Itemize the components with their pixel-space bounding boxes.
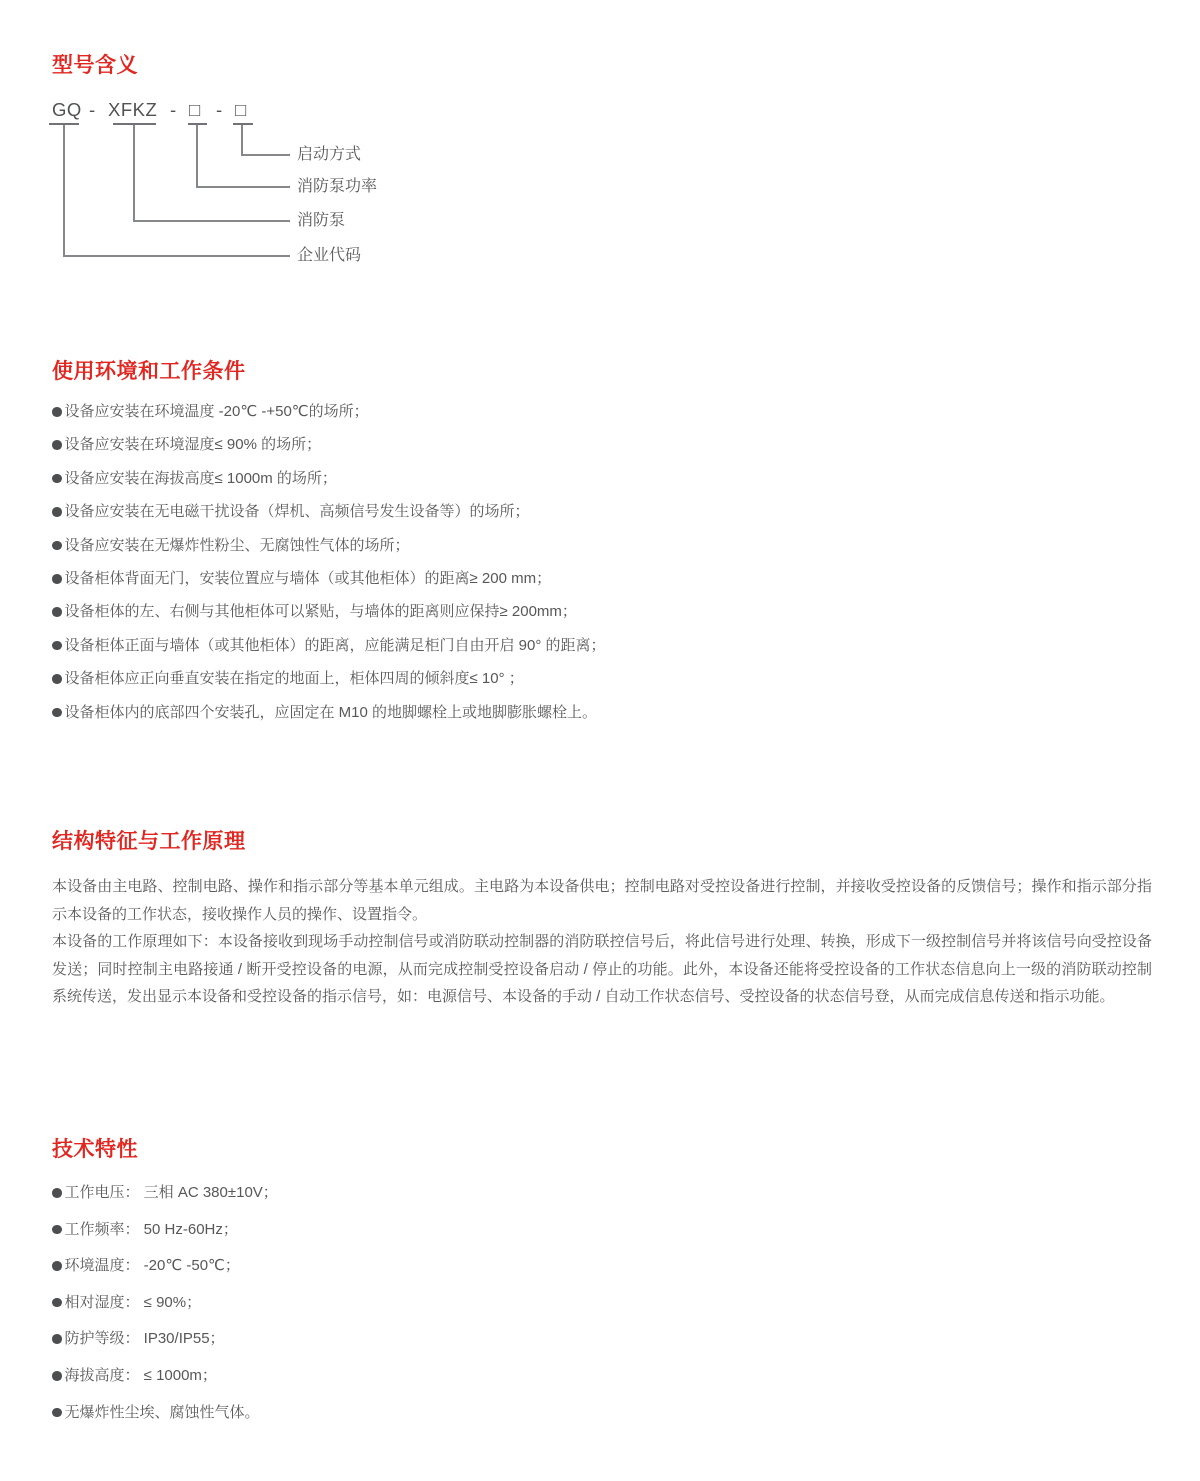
- tech-item: [52, 1295, 1152, 1311]
- condition-text: 设备应安装在海拔高度≤ 1000m 的场所；: [64, 469, 337, 487]
- condition-text: 设备柜体背面无门，安装位置应与墙体（或其他柜体）的距离≥ 200 mm；: [64, 569, 552, 587]
- bullet-icon: [52, 1334, 62, 1344]
- condition-item: [52, 638, 1152, 654]
- condition-text: 设备柜体正面与墙体（或其他柜体）的距离，应能满足柜门自由开启 90° 的距离；: [64, 636, 606, 654]
- condition-item: [52, 604, 1152, 620]
- bullet-icon: [52, 1225, 62, 1235]
- diagram-underline: [233, 123, 253, 125]
- bullet-icon: [52, 1188, 62, 1198]
- tech-item: [52, 1405, 1152, 1421]
- tech-text: 工作频率： 50 Hz-60Hz；: [64, 1220, 238, 1238]
- diagram-label-pump: 消防泵: [297, 212, 346, 229]
- section-title-environment: 使用环境和工作条件: [52, 360, 246, 383]
- diagram-line: [196, 186, 290, 188]
- section-environment: [52, 360, 1152, 738]
- model-code-placeholder-start: □: [235, 99, 247, 120]
- diagram-line: [133, 220, 290, 222]
- bullet-icon: [52, 1261, 62, 1271]
- bullet-icon: [52, 1408, 62, 1418]
- condition-text: 设备应安装在环境温度 -20℃ -+50℃的场所；: [64, 403, 369, 420]
- bullet-icon: [52, 641, 62, 651]
- section-title-tech: 技术特性: [52, 1138, 138, 1161]
- diagram-line: [241, 125, 243, 156]
- tech-text: 相对湿度： ≤ 90%；: [64, 1293, 202, 1311]
- tech-item: [52, 1331, 1152, 1347]
- tech-item: [52, 1368, 1152, 1384]
- environment-condition-list: [52, 404, 1152, 720]
- condition-item: [52, 571, 1152, 587]
- section-structure-principle: [52, 830, 1152, 1011]
- tech-text: 海拔高度： ≤ 1000m；: [64, 1366, 217, 1384]
- tech-item: [52, 1222, 1152, 1238]
- model-code-placeholder-power: □: [189, 99, 201, 120]
- condition-item: [52, 437, 1152, 453]
- tech-text: 无爆炸性尘埃、腐蚀性气体。: [64, 1403, 260, 1421]
- bullet-icon: [52, 474, 62, 484]
- diagram-label-pump-power: 消防泵功率: [297, 178, 378, 195]
- tech-spec-list: [52, 1185, 1152, 1420]
- condition-item: [52, 538, 1152, 554]
- model-code-separator: -: [216, 99, 223, 120]
- section-model-meaning: [52, 54, 1152, 77]
- diagram-line: [63, 255, 290, 257]
- model-code-segment-company: GQ: [52, 99, 82, 120]
- structure-paragraph: 本设备由主电路、控制电路、操作和指示部分等基本单元组成。主电路为本设备供电；控制电路对受控设备进行控制，并接收受控设备的反馈信号；操作和指示部分指示本设备的工作状态，接收操作人员的操作、设置指令。: [52, 878, 1152, 923]
- principle-paragraph: 本设备的工作原理如下：本设备接收到现场手动控制信号或消防联动控制器的消防联控信号后，将此信号进行处理、转换，形成下一级控制信号并将该信号向受控设备发送；同时控制主电路接通 / 断开受控设备的电源，从而完成控制受控设备启动 / 停止的功能。此外，本设备还能将受控设备的工作状态信息向上一级的消防联动控制系统传送，发出显示本设备和受控设备的指示信号，如：电源信号、本设备的手动 / 自动工作状态信号、受控设备的状态信号登，从而完成信息传送和指示功能。: [52, 933, 1152, 1005]
- tech-text: 防护等级： IP30/IP55；: [64, 1330, 225, 1348]
- bullet-icon: [52, 574, 62, 584]
- condition-item: [52, 404, 1152, 420]
- condition-item: [52, 471, 1152, 487]
- condition-item: [52, 705, 1152, 721]
- model-code-separator: -: [170, 99, 177, 120]
- condition-item: [52, 671, 1152, 687]
- diagram-line: [241, 154, 290, 156]
- diagram-line: [63, 125, 65, 257]
- condition-text: 设备柜体的左、右侧与其他柜体可以紧贴，与墙体的距离则应保持≥ 200mm；: [64, 603, 577, 621]
- bullet-icon: [52, 407, 62, 417]
- bullet-icon: [52, 1371, 62, 1381]
- model-code-diagram: [52, 98, 512, 278]
- condition-item: [52, 504, 1152, 520]
- condition-text: 设备应安装在无电磁干扰设备（焊机、高频信号发生设备等）的场所；: [64, 503, 530, 521]
- tech-text: 工作电压： 三相 AC 380±10V；: [64, 1184, 278, 1201]
- bullet-icon: [52, 507, 62, 517]
- section-title-structure: 结构特征与工作原理: [52, 830, 246, 853]
- tech-item: [52, 1258, 1152, 1274]
- condition-text: 设备应安装在环境湿度≤ 90% 的场所；: [64, 436, 322, 454]
- tech-item: [52, 1185, 1152, 1201]
- bullet-icon: [52, 674, 62, 684]
- tech-text: 环境温度： -20℃ -50℃；: [64, 1257, 240, 1275]
- bullet-icon: [52, 708, 62, 718]
- model-code-segment-pump: XFKZ: [108, 99, 158, 120]
- diagram-line: [133, 125, 135, 222]
- bullet-icon: [52, 440, 62, 450]
- condition-text: 设备应安装在无爆炸性粉尘、无腐蚀性气体的场所；: [64, 536, 410, 554]
- diagram-line: [196, 125, 198, 188]
- bullet-icon: [52, 1298, 62, 1308]
- condition-text: 设备柜体应正向垂直安装在指定的地面上，柜体四周的倾斜度≤ 10° ；: [64, 670, 524, 688]
- bullet-icon: [52, 607, 62, 617]
- bullet-icon: [52, 541, 62, 551]
- section-title-model-meaning: 型号含义: [52, 54, 138, 77]
- section-tech-characteristics: [52, 1138, 1152, 1441]
- model-code-separator: -: [89, 99, 96, 120]
- diagram-label-company-code: 企业代码: [297, 247, 362, 264]
- diagram-label-start-mode: 启动方式: [297, 146, 362, 163]
- condition-text: 设备柜体内的底部四个安装孔，应固定在 M10 的地脚螺栓上或地脚膨胀螺栓上。: [64, 703, 598, 721]
